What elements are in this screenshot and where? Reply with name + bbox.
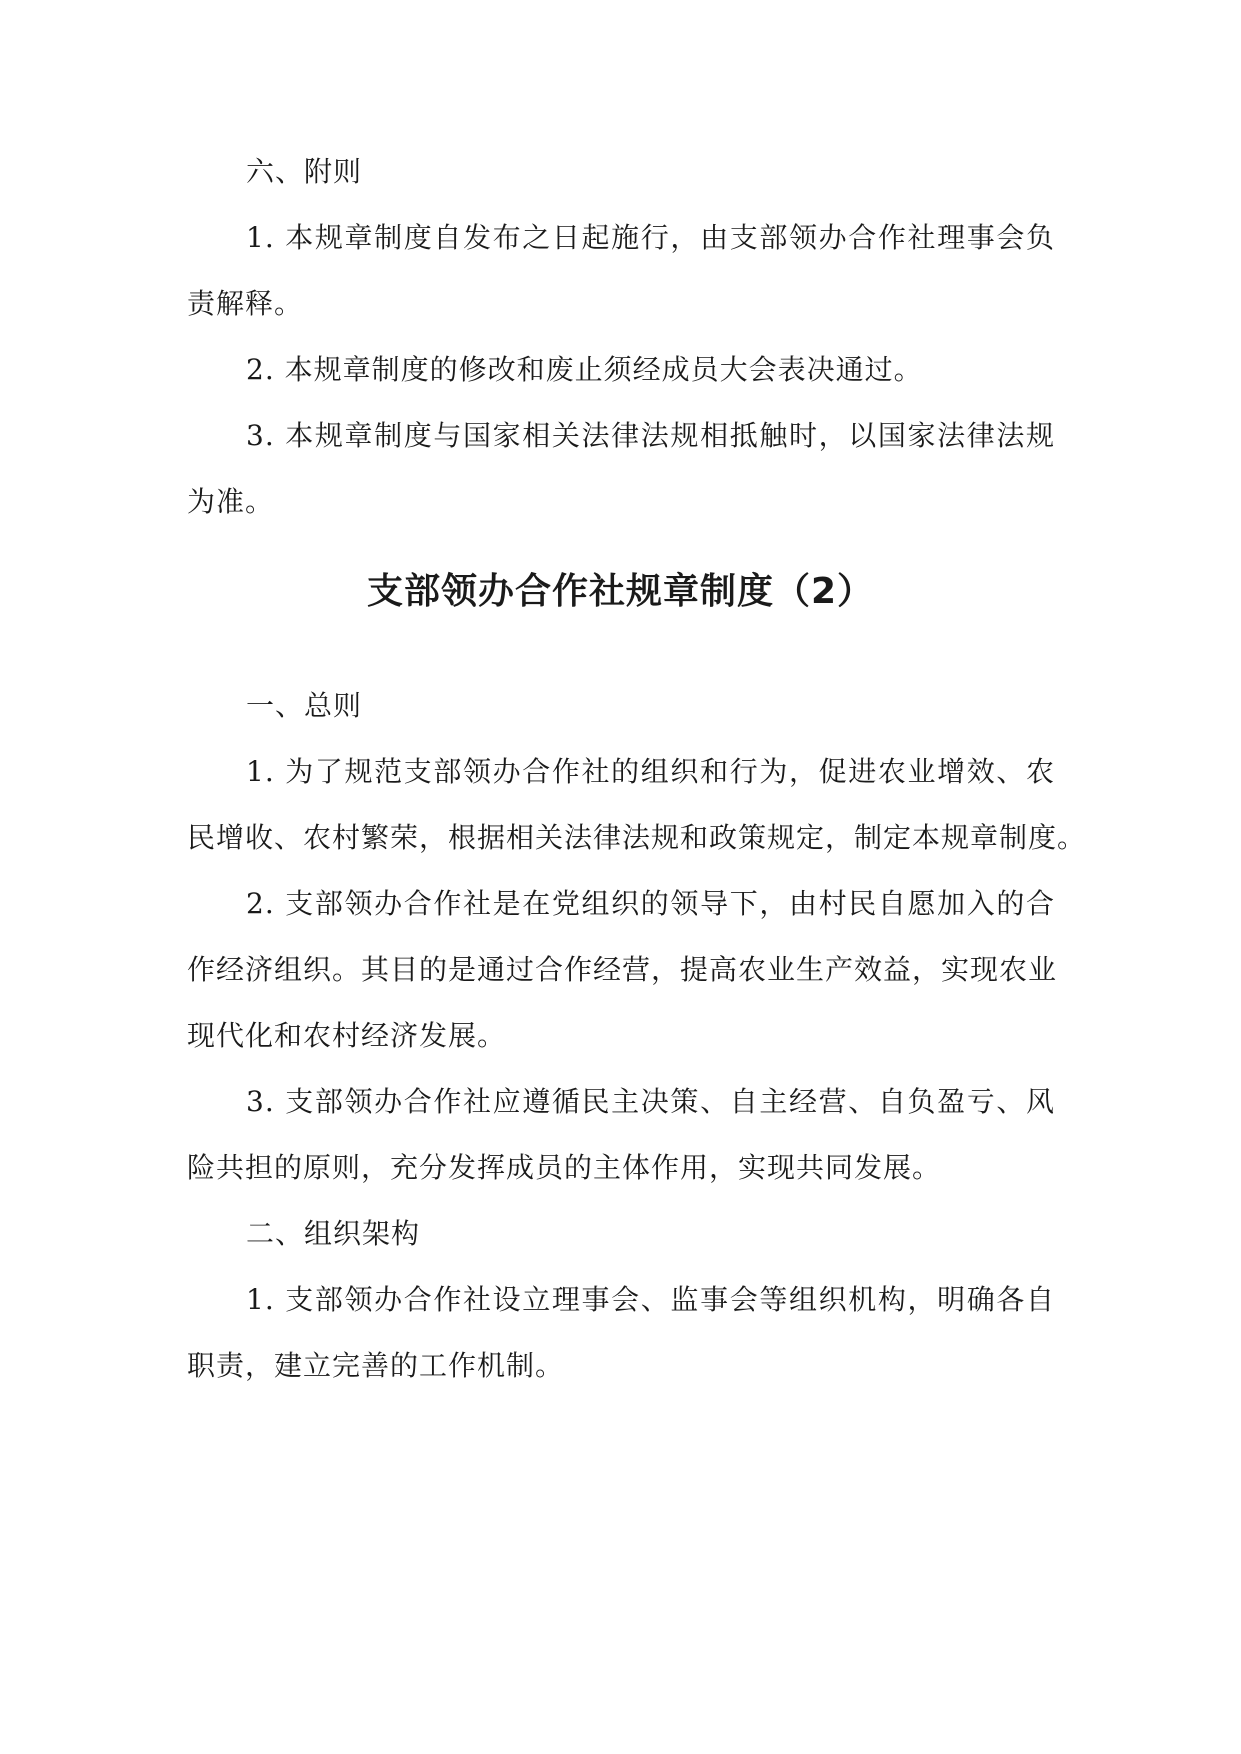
paragraph-line: 险共担的原则，充分发挥成员的主体作用，实现共同发展。 (187, 1151, 942, 1184)
paragraph-line: 责解释。 (187, 287, 304, 320)
section-heading: 二、组织架构 (246, 1217, 421, 1250)
paragraph-line: 1. 支部领办合作社设立理事会、监事会等组织机构，明确各自 (246, 1283, 1055, 1316)
section-heading: 六、附则 (246, 155, 363, 188)
paragraph-line: 1. 本规章制度自发布之日起施行，由支部领办合作社理事会负 (246, 221, 1055, 254)
paragraph-line: 作经济组织。其目的是通过合作经营，提高农业生产效益，实现农业 (187, 953, 1058, 986)
paragraph-line: 为准。 (187, 485, 275, 518)
paragraph-line: 2. 本规章制度的修改和废止须经成员大会表决通过。 (246, 353, 923, 386)
paragraph-line: 职责，建立完善的工作机制。 (187, 1349, 565, 1382)
paragraph-line: 3. 支部领办合作社应遵循民主决策、自主经营、自负盈亏、风 (246, 1085, 1055, 1118)
paragraph-line: 3. 本规章制度与国家相关法律法规相抵触时，以国家法律法规 (246, 419, 1055, 452)
paragraph-line: 民增收、农村繁荣，根据相关法律法规和政策规定，制定本规章制度。 (187, 821, 1087, 854)
document-title: 支部领办合作社规章制度（2） (366, 571, 875, 612)
paragraph-line: 1. 为了规范支部领办合作社的组织和行为，促进农业增效、农 (246, 755, 1055, 788)
section-heading: 一、总则 (246, 689, 363, 722)
paragraph-line: 2. 支部领办合作社是在党组织的领导下，由村民自愿加入的合 (246, 887, 1055, 920)
paragraph-line: 现代化和农村经济发展。 (187, 1019, 507, 1052)
